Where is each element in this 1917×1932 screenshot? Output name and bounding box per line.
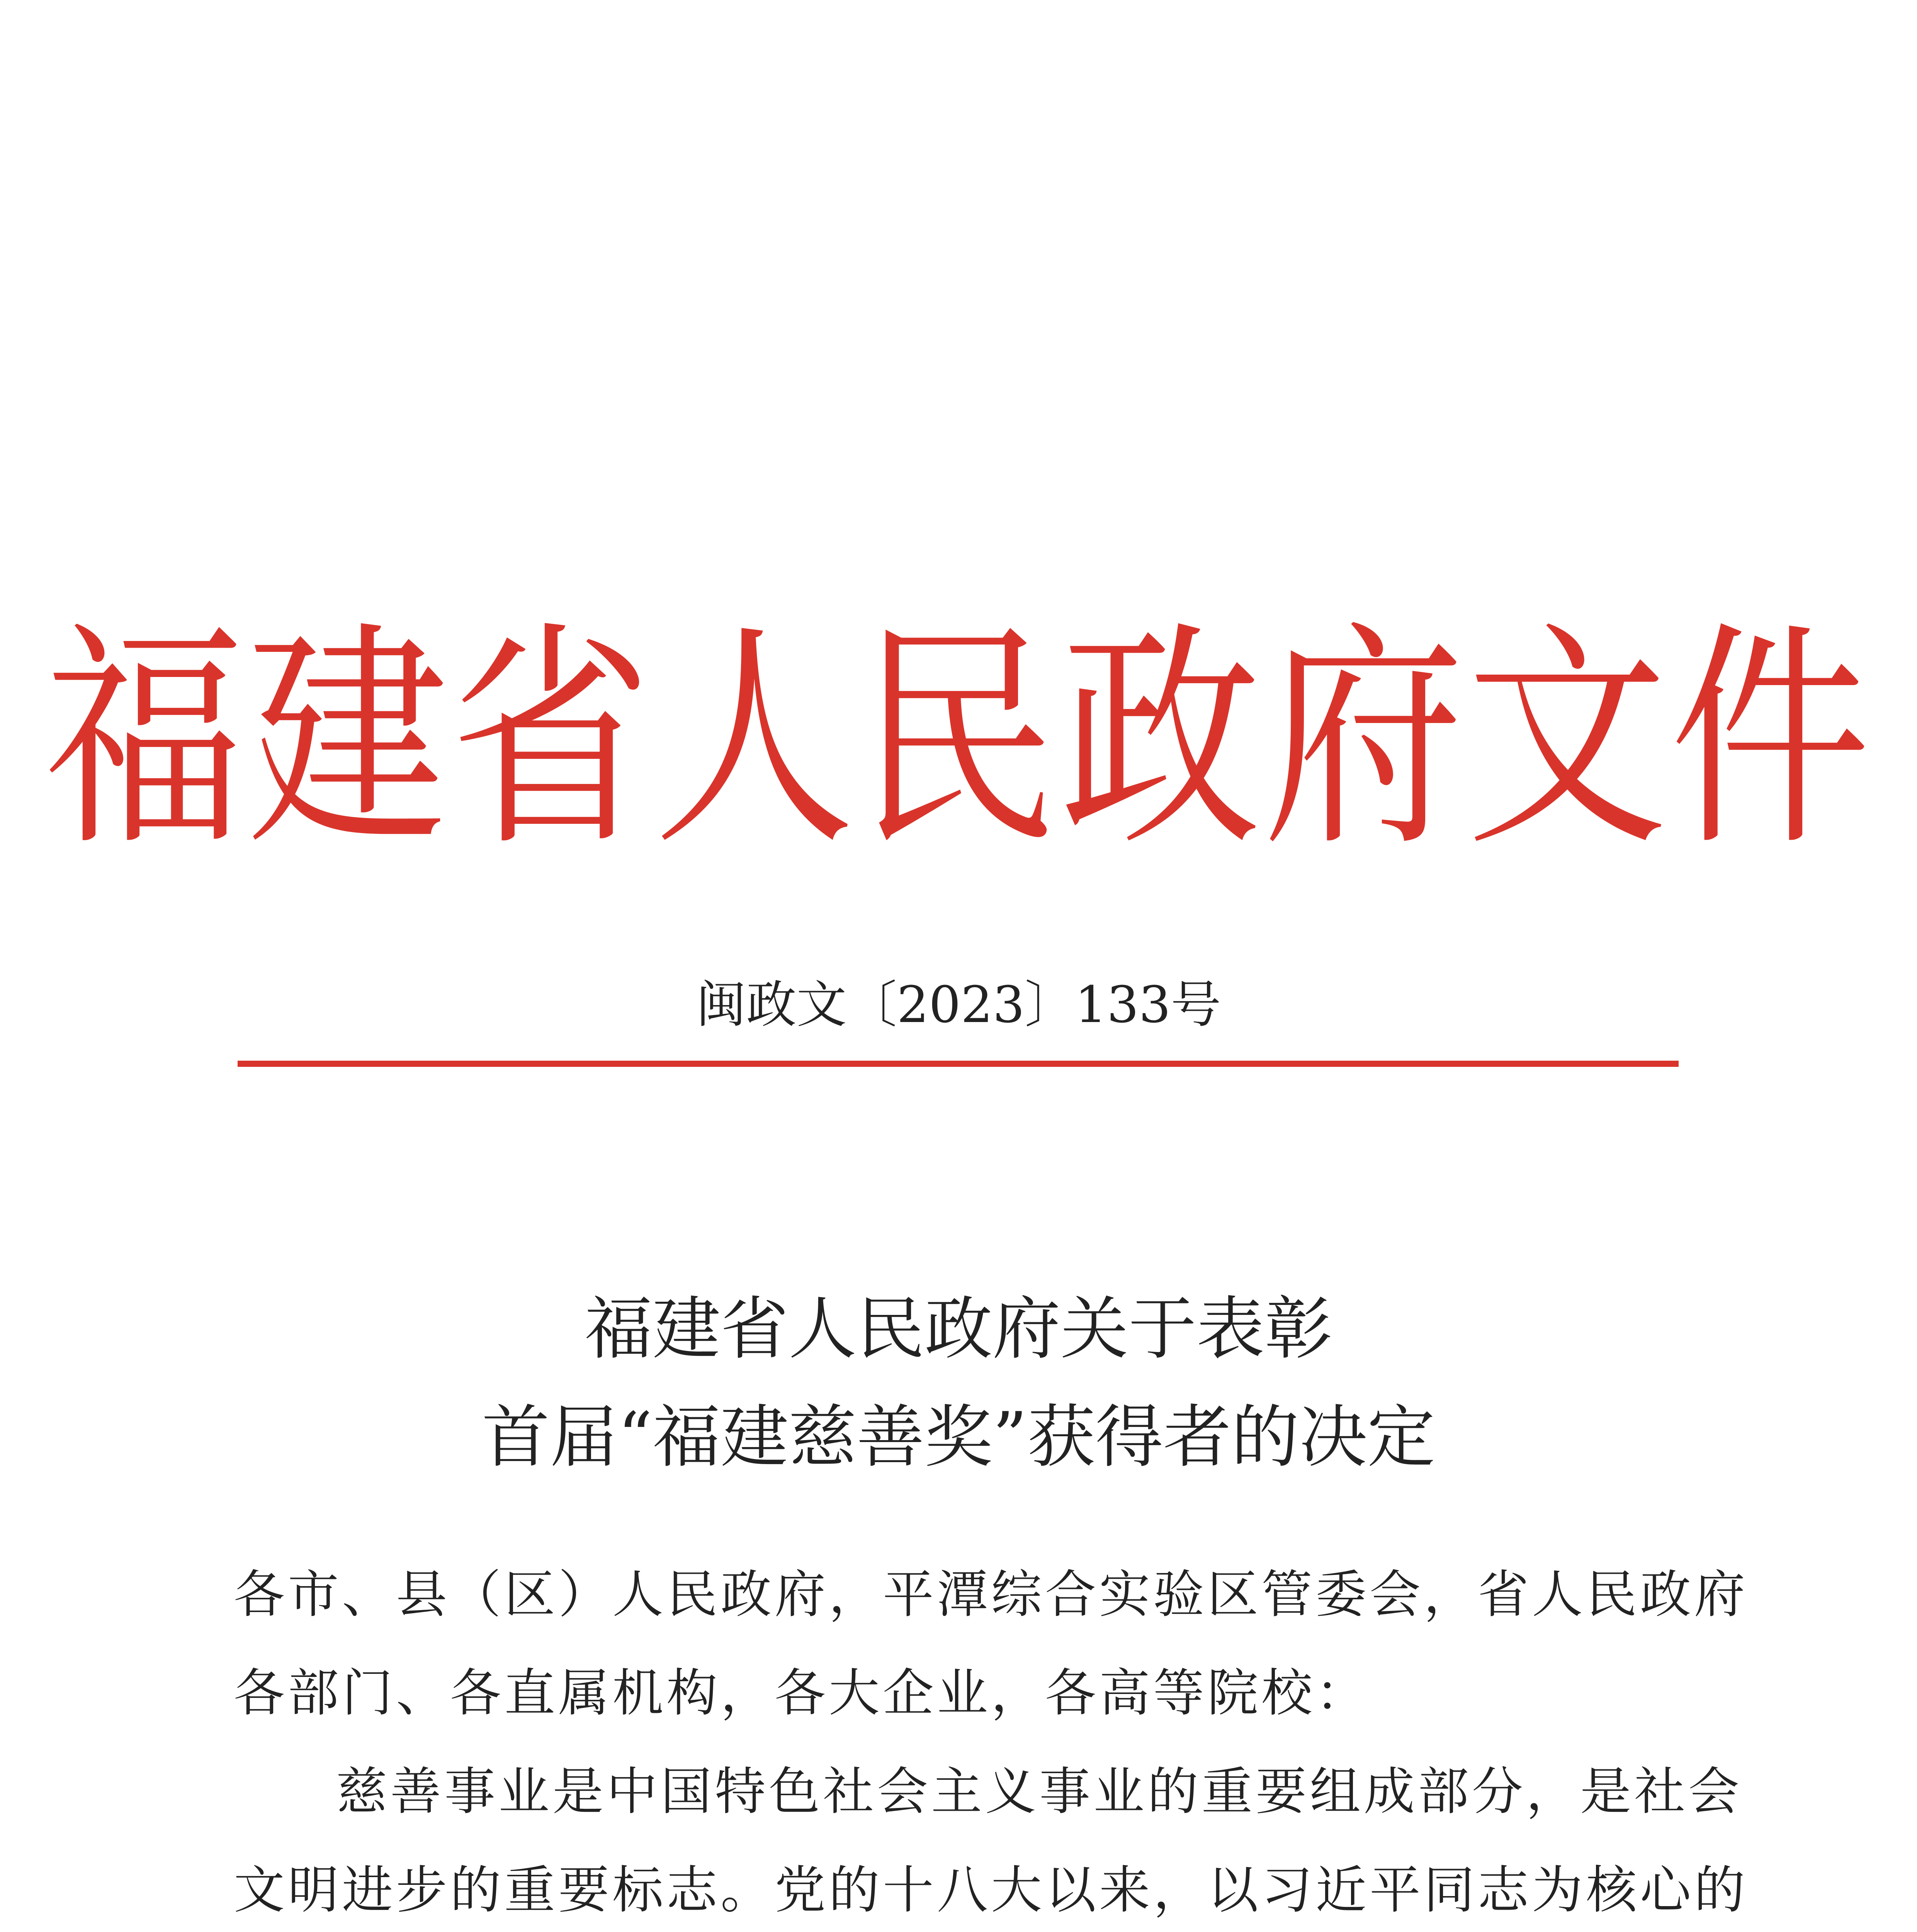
paragraph-line-1: 慈善事业是中国特色社会主义事业的重要组成部分，是社会 <box>336 1762 1742 1821</box>
body-paragraph <box>234 1743 1748 1932</box>
title-line-1: 福建省人民政府关于表彰 <box>584 1289 1332 1369</box>
paragraph-line-2: 文明进步的重要标志。党的十八大以来，以习近平同志为核心的 <box>234 1861 1748 1920</box>
document-title <box>0 1275 1917 1492</box>
document-masthead: 福建省人民政府文件 <box>44 601 1873 878</box>
document-body <box>234 1546 1748 1932</box>
red-divider-line <box>238 1061 1679 1067</box>
document-number: 闽政文〔2023〕133号 <box>696 975 1221 1034</box>
salutation-line-1: 各市、县（区）人民政府，平潭综合实验区管委会，省人民政府 <box>234 1565 1748 1624</box>
salutation <box>234 1546 1748 1743</box>
title-line-2: 首届“福建慈善奖”获得者的决定 <box>482 1398 1435 1477</box>
salutation-line-2: 各部门、各直属机构，各大企业，各高等院校： <box>234 1663 1370 1723</box>
